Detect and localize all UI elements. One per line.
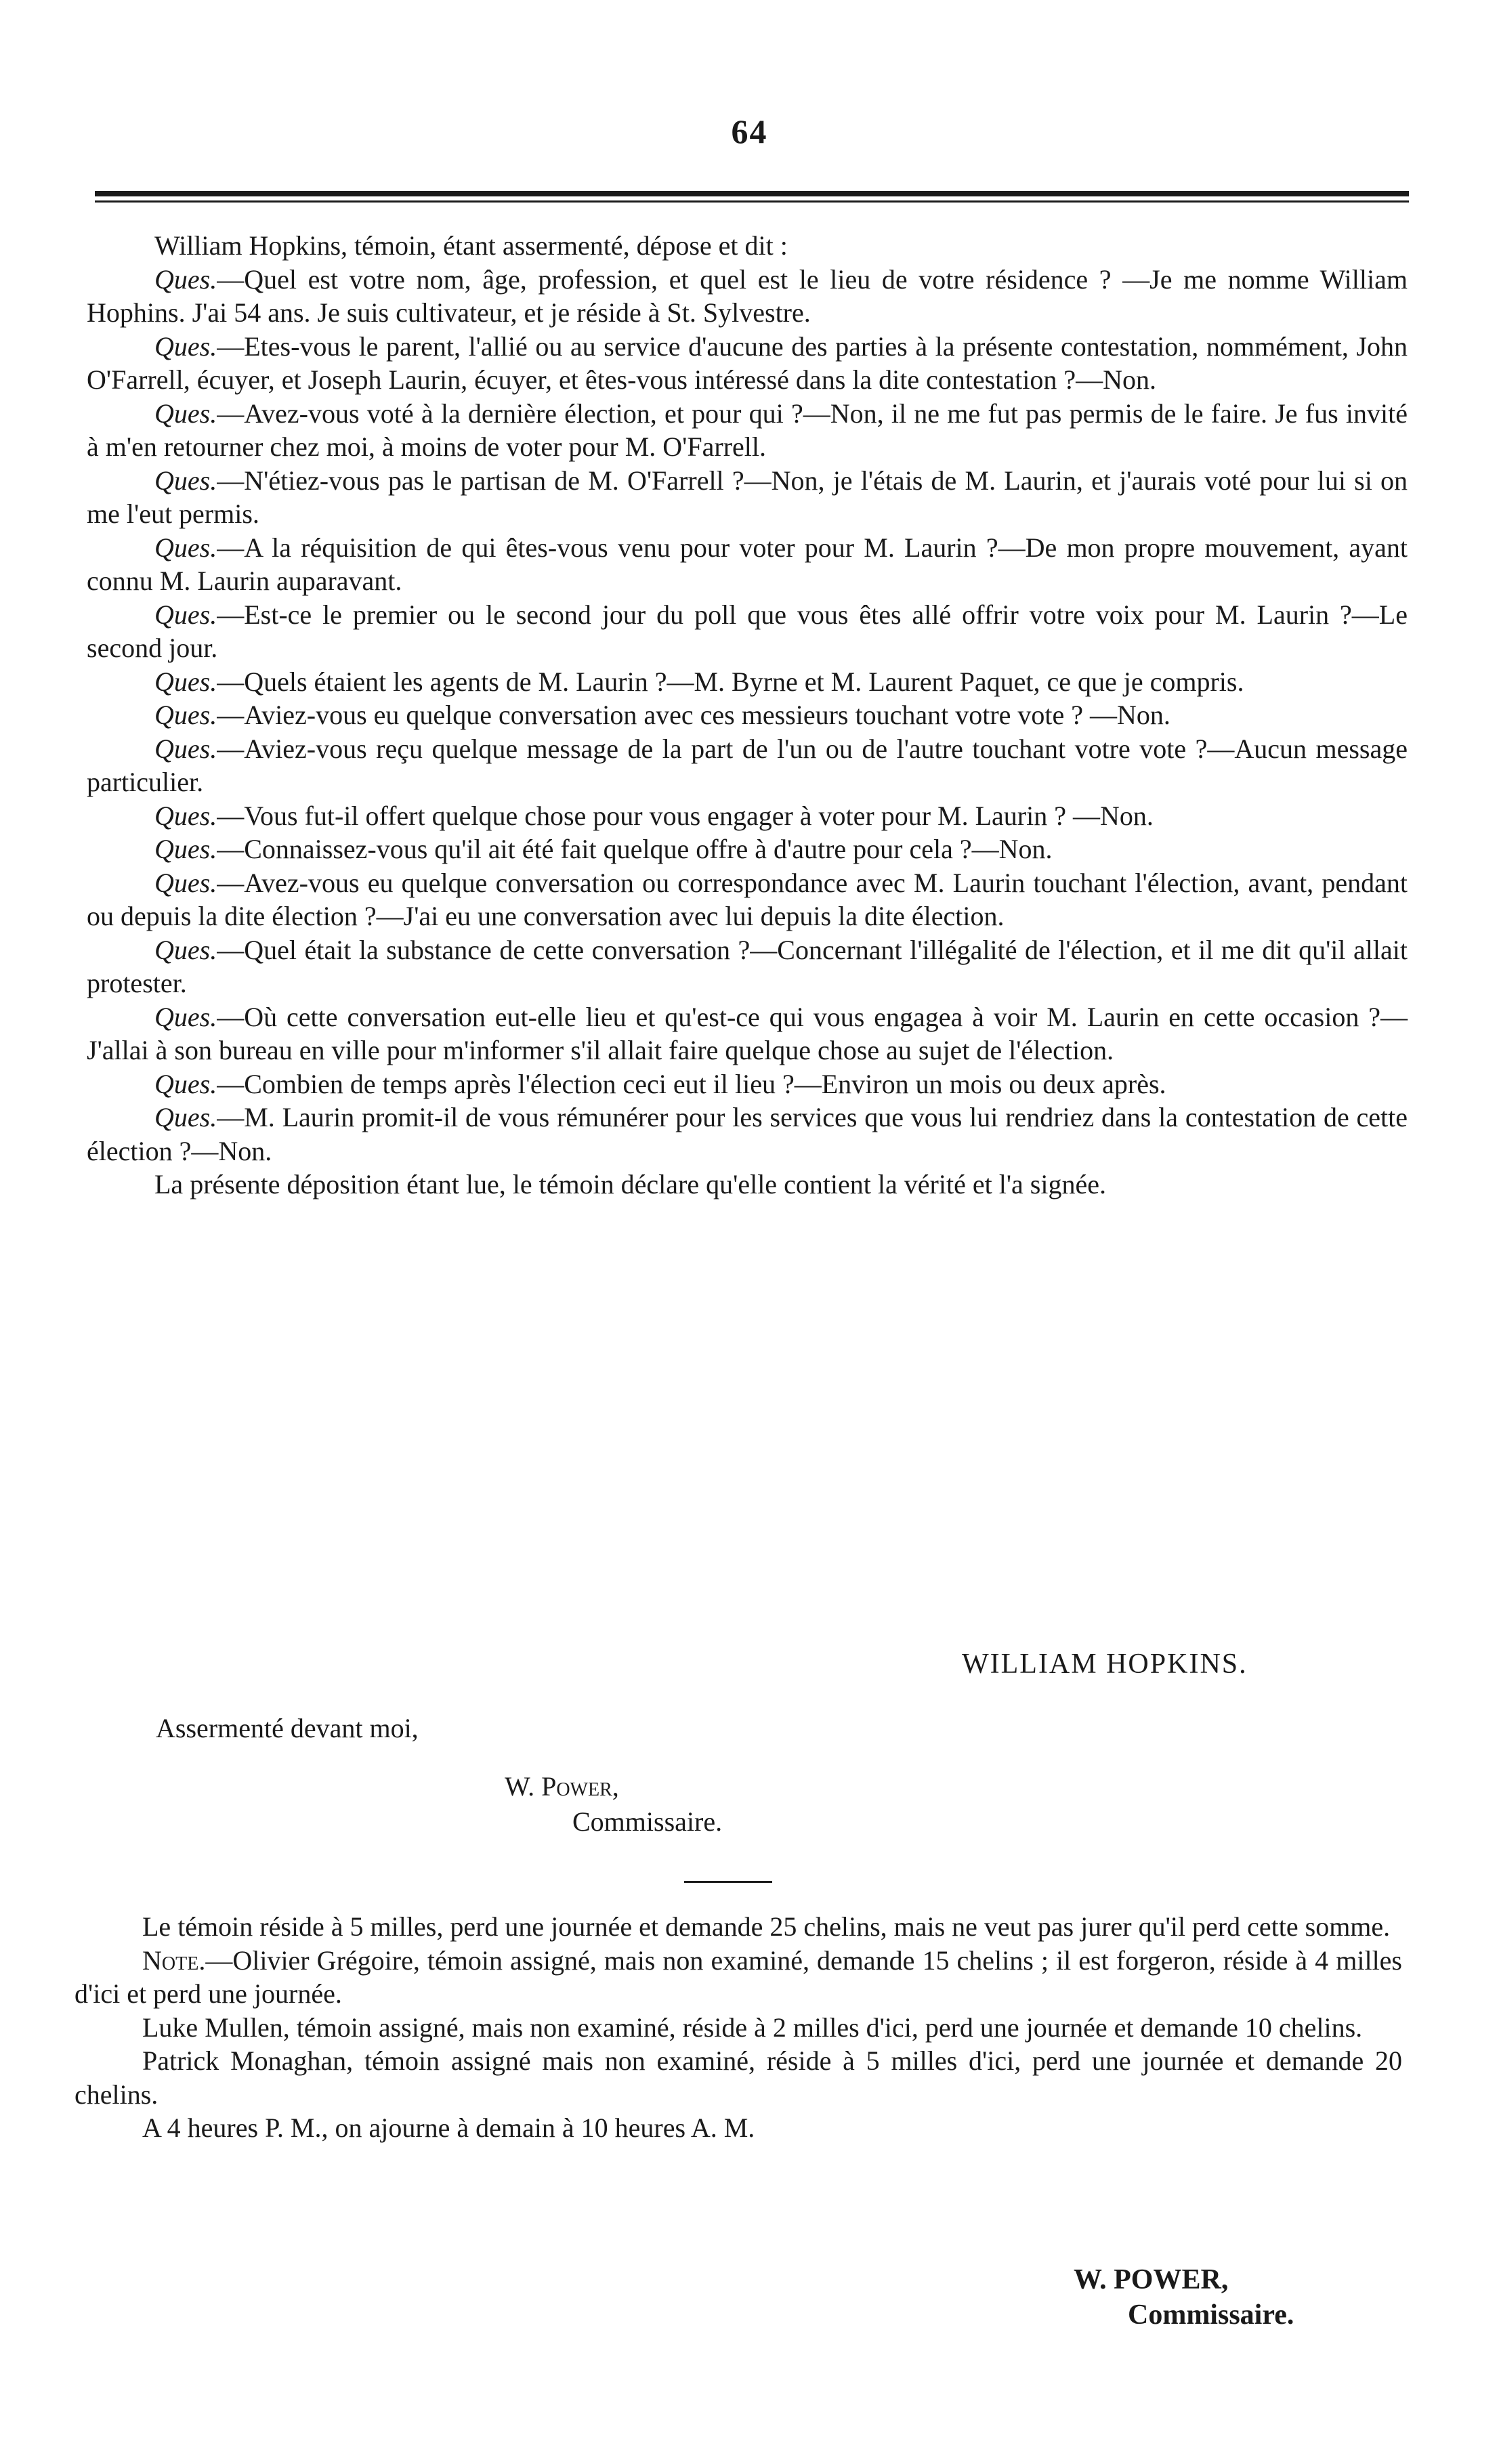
qa-text: —Avez-vous eu quelque conversation ou correspondance avec M. Laurin touchant l'élection, avant, pendant ou depuis la dite élection ?—J'ai eu une conversation avec lui depuis la dite élection. — [87, 867, 1408, 931]
ques-label: Ques. — [154, 1001, 217, 1032]
qa-paragraph — [87, 464, 1408, 531]
ques-label: Ques. — [154, 733, 217, 764]
final-signature — [1074, 2262, 1294, 2333]
section-divider — [684, 1881, 772, 1883]
final-signature-name: W. POWER, — [1074, 2264, 1229, 2295]
header-rule-thin — [95, 200, 1409, 203]
qa-paragraph — [87, 866, 1408, 933]
ques-label: Ques. — [154, 666, 217, 697]
final-signature-title: Commissaire. — [1128, 2299, 1294, 2331]
ques-label: Ques. — [154, 867, 217, 898]
qa-paragraph — [87, 330, 1408, 397]
qa-text: —Avez-vous voté à la dernière élection, et pour qui ?—Non, il ne me fut pas permis de le faire. Je fus invité à m'en retourner chez moi, à moins de voter pour M. O'Farrell. — [87, 398, 1408, 462]
ques-label: Ques. — [154, 1102, 217, 1132]
page-number: 64 — [731, 112, 768, 150]
luke-mullen-note: Luke Mullen, témoin assigné, mais non examiné, réside à 2 milles d'ici, perd une journée et demande 10 chelins. — [142, 2012, 1363, 2043]
deposition-intro: William Hopkins, témoin, étant assermenté, dépose et dit : — [154, 230, 788, 261]
note-text: —Olivier Grégoire, témoin assigné, mais non examiné, demande 15 chelins ; il est forgeron, réside à 4 milles d'ici et perd une journée. — [75, 1945, 1402, 2009]
qa-paragraph — [87, 698, 1408, 732]
sworn-before-text: Assermenté devant moi, — [156, 1713, 419, 1743]
ques-label: Ques. — [154, 599, 217, 630]
qa-paragraph — [87, 531, 1408, 598]
deposition-body — [87, 229, 1408, 1202]
qa-paragraph — [87, 263, 1408, 330]
note-label: Note. — [142, 1945, 206, 1976]
qa-paragraph — [87, 933, 1408, 1000]
ques-label: Ques. — [154, 398, 217, 429]
qa-paragraph — [87, 1067, 1408, 1101]
qa-text: —Etes-vous le parent, l'allié ou au service d'aucune des parties à la présente contestation, nommément, John O'Farrell, écuyer, et Joseph Laurin, écuyer, et êtes-vous intéressé dans la dite contestation ?—Non. — [87, 331, 1408, 395]
qa-text: —Aviez-vous eu quelque conversation avec ces messieurs touchant votre vote ? —Non. — [217, 700, 1170, 730]
qa-text: —Quel était la substance de cette conversation ?—Concernant l'illégalité de l'élection, et il me dit qu'il allait protester. — [87, 934, 1408, 998]
ques-label: Ques. — [154, 263, 217, 295]
qa-paragraph — [87, 665, 1408, 699]
deposition-closing: La présente déposition étant lue, le témoin déclare qu'elle contient la vérité et l'a signée. — [154, 1169, 1106, 1199]
qa-text: —Quel est votre nom, âge, profession, et quel est le lieu de votre résidence ? —Je me nomme William Hophins. J'ai 54 ans. Je suis cultivateur, et je réside à St. Sylvestre. — [87, 263, 1408, 328]
ques-label: Ques. — [154, 934, 217, 965]
qa-text: —M. Laurin promit-il de vous rémunérer pour les services que vous lui rendriez dans la contestation de cette élection ?—Non. — [87, 1102, 1408, 1166]
qa-text: —N'étiez-vous pas le partisan de M. O'Farrell ?—Non, je l'étais de M. Laurin, et j'aurais voté pour lui si on me l'eut permis. — [87, 465, 1408, 529]
commissioner-block — [505, 1769, 722, 1840]
ques-label: Ques. — [154, 700, 217, 730]
ques-label: Ques. — [154, 834, 217, 864]
adjournment-note: A 4 heures P. M., on ajourne à demain à 10 heures A. M. — [142, 2112, 755, 2143]
qa-text: —Quels étaient les agents de M. Laurin ?—M. Byrne et M. Laurent Paquet, ce que je compris. — [217, 666, 1244, 697]
qa-text: —Où cette conversation eut-elle lieu et qu'est-ce qui vous engagea à voir M. Laurin en cette occasion ?—J'allai à son bureau en ville pour m'informer s'il allait faire quelque chose au sujet de l'élection. — [87, 1001, 1408, 1065]
qa-paragraph — [87, 832, 1408, 866]
commissioner-name: W. Power, — [505, 1771, 619, 1802]
qa-text: —Est-ce le premier ou le second jour du poll que vous êtes allé offrir votre voix pour M. Laurin ?—Le second jour. — [87, 599, 1408, 663]
qa-paragraph — [87, 799, 1408, 833]
qa-text: —Connaissez-vous qu'il ait été fait quelque offre à d'autre pour cela ?—Non. — [217, 834, 1053, 864]
qa-text: —A la réquisition de qui êtes-vous venu pour voter pour M. Laurin ?—De mon propre mouvement, ayant connu M. Laurin auparavant. — [87, 532, 1408, 596]
ques-label: Ques. — [154, 1068, 217, 1099]
qa-text: —Combien de temps après l'élection ceci eut il lieu ?—Environ un mois ou deux après. — [217, 1068, 1166, 1099]
commissioner-title: Commissaire. — [572, 1806, 723, 1837]
notes-section — [75, 1910, 1402, 2145]
ques-label: Ques. — [154, 532, 217, 563]
ques-label: Ques. — [154, 331, 217, 362]
qa-paragraph — [87, 1000, 1408, 1067]
note-paragraph — [75, 1944, 1402, 2011]
qa-text: —Vous fut-il offert quelque chose pour vous engager à voter pour M. Laurin ? —Non. — [217, 800, 1154, 831]
header-rule-thick — [95, 191, 1409, 196]
qa-paragraph — [87, 1101, 1408, 1168]
witness-signature: WILLIAM HOPKINS. — [962, 1649, 1248, 1680]
ques-label: Ques. — [154, 800, 217, 831]
witness-residence-note: Le témoin réside à 5 milles, perd une journée et demande 25 chelins, mais ne veut pas jurer qu'il perd cette somme. — [142, 1911, 1391, 1942]
qa-paragraph — [87, 397, 1408, 464]
qa-paragraph — [87, 732, 1408, 799]
qa-text: —Aviez-vous reçu quelque message de la part de l'un ou de l'autre touchant votre vote ?—Aucun message particulier. — [87, 733, 1408, 797]
qa-paragraph — [87, 598, 1408, 665]
patrick-monaghan-note: Patrick Monaghan, témoin assigné mais non examiné, réside à 5 milles d'ici, perd une journée et demande 20 chelins. — [75, 2045, 1402, 2110]
ques-label: Ques. — [154, 465, 217, 496]
